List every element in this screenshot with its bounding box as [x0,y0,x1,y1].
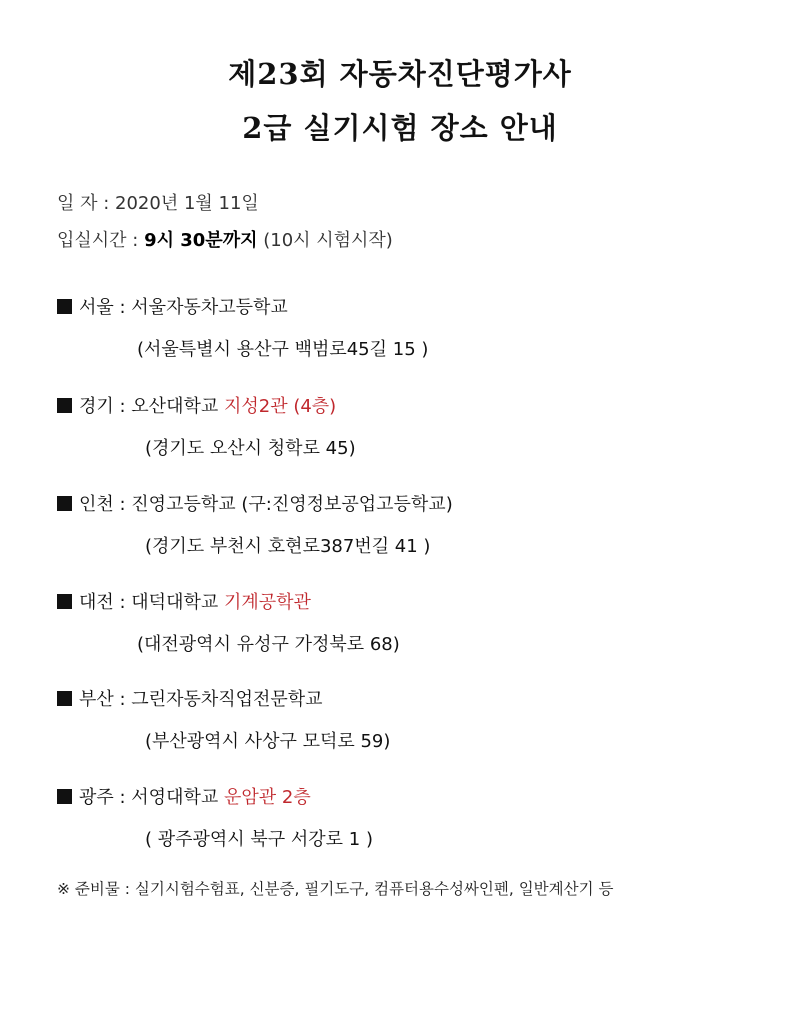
venue-address: (대전광역시 유성구 가정북로 68) [137,634,400,655]
entry-time-note: (10시 시험시작) [263,230,393,251]
venue-address: ( 광주광역시 북구 서강로 1 ) [145,829,373,850]
venue-highlight: 기계공학관 [223,592,311,613]
venue-address: (서울특별시 용산구 백범로45길 15 ) [137,339,429,360]
venue-region: 광주 : [79,787,126,808]
entry-time-line [57,226,393,252]
venue-seoul [57,293,777,361]
venue-region: 인천 : [79,494,126,515]
square-bullet-icon [57,398,72,413]
square-bullet-icon [57,691,72,706]
venue-address: (경기도 오산시 청학로 45) [145,438,356,459]
date-line [57,189,259,215]
venue-gwangju [57,783,777,851]
venue-region: 부산 : [79,689,126,710]
venue-daejeon [57,588,777,656]
venue-incheon [57,490,777,558]
date-label: 일 자 : [57,193,110,214]
venue-gyeonggi [57,392,777,460]
venue-highlight: 지성2관 (4층) [223,396,337,417]
square-bullet-icon [57,299,72,314]
venue-busan [57,685,777,753]
venue-address: (부산광역시 사상구 모덕로 59) [145,731,391,752]
entry-time-label: 입실시간 : [57,230,139,251]
title-line-1: 제23회 자동차진단평가사 [228,57,572,91]
venue-name: 진영고등학교 (구:진영정보공업고등학교) [131,494,453,515]
preparation-note: ※ 준비물 : 실기시험수험표, 신분증, 필기도구, 컴퓨터용수성싸인펜, 일반계산기 등 [57,880,614,898]
venue-region: 경기 : [79,396,126,417]
title-line-2: 2급 실기시험 장소 안내 [242,111,558,145]
venue-name: 오산대학교 [131,396,219,417]
venue-name: 그린자동차직업전문학교 [131,689,323,710]
venue-name: 대덕대학교 [131,592,219,613]
venue-region: 서울 : [79,297,126,318]
venue-region: 대전 : [79,592,126,613]
venue-address: (경기도 부천시 호현로387번길 41 ) [145,536,431,557]
entry-time-value: 9시 30분까지 [144,230,258,251]
square-bullet-icon [57,594,72,609]
square-bullet-icon [57,496,72,511]
date-value: 2020년 1월 11일 [115,193,259,214]
venue-highlight: 운암관 2층 [223,787,311,808]
venue-name: 서영대학교 [131,787,219,808]
square-bullet-icon [57,789,72,804]
venue-name: 서울자동차고등학교 [131,297,288,318]
